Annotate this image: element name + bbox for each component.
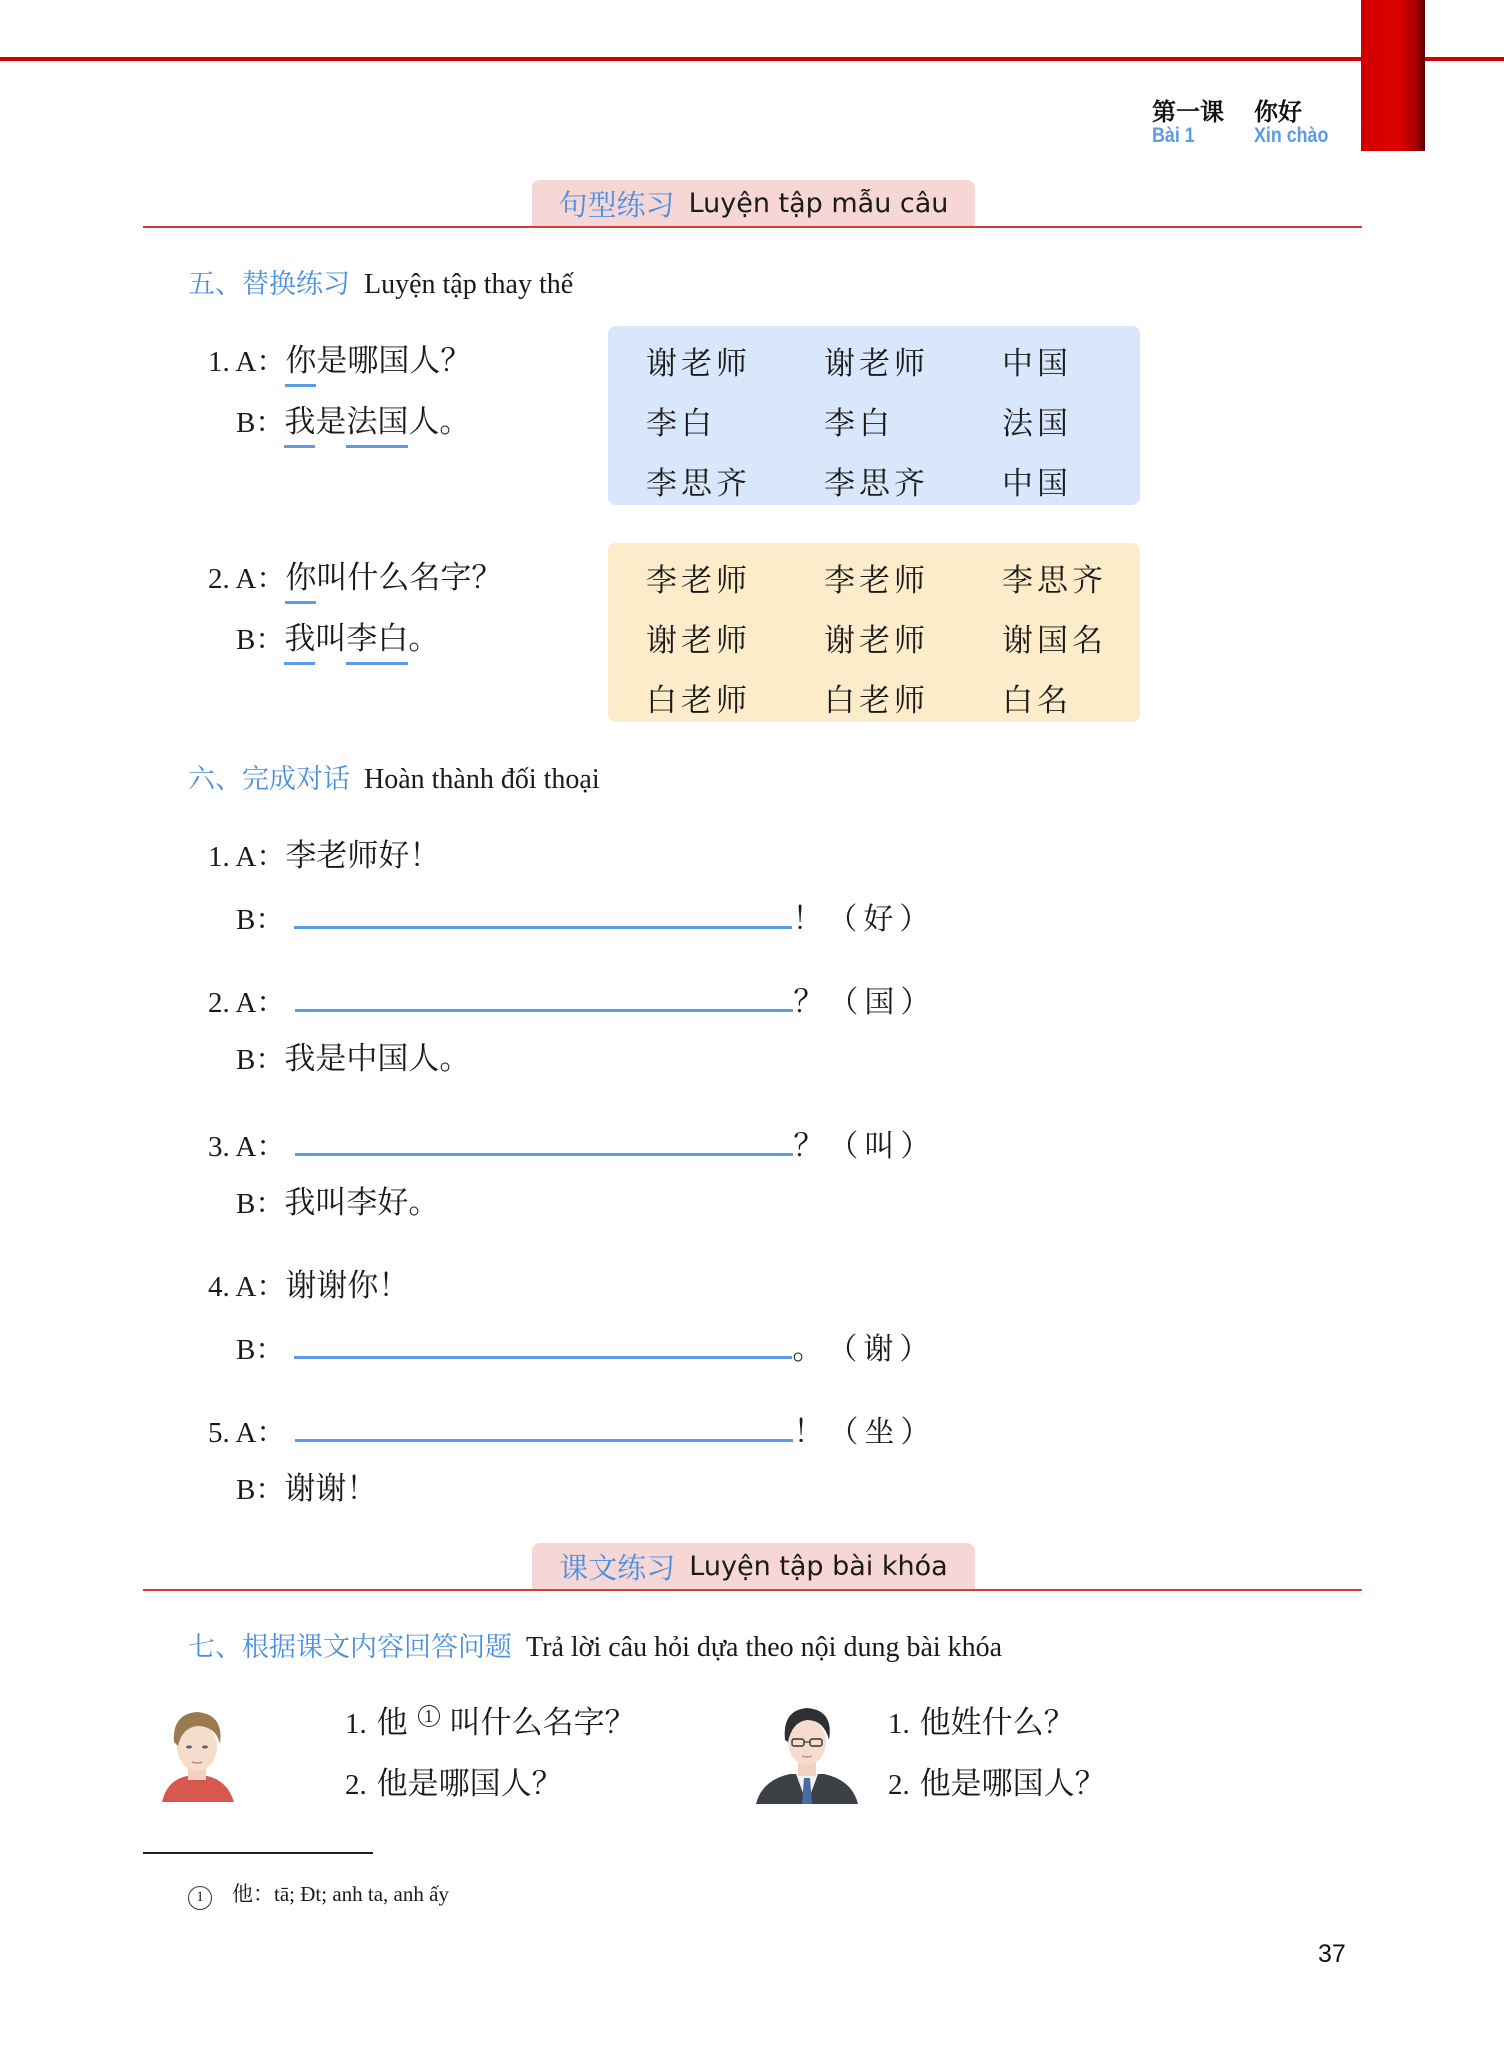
line-label: 4. A： xyxy=(208,1271,286,1303)
exercise-6-heading xyxy=(188,757,600,796)
exercise-5-heading xyxy=(188,262,573,301)
section-rule xyxy=(143,1589,1362,1591)
substitution-slot: 我 xyxy=(284,396,315,448)
portrait-icon xyxy=(152,1702,242,1802)
question-number: 1. xyxy=(888,1708,910,1740)
grid-cell: 谢老师 xyxy=(824,346,929,382)
grid-cell: 中国 xyxy=(1002,466,1072,502)
line-label: B： xyxy=(236,407,285,439)
answer-blank[interactable] xyxy=(294,1320,792,1359)
substitution-box-2 xyxy=(608,543,1140,722)
exercise-7-heading xyxy=(188,1625,1002,1664)
grid-cell: 法国 xyxy=(1002,406,1072,442)
grid-cell: 谢老师 xyxy=(824,623,929,659)
substitution-1-line-b xyxy=(236,396,470,448)
footnote-marker: 1 xyxy=(188,1886,212,1910)
answer-blank[interactable] xyxy=(294,890,792,929)
dialog-4-b xyxy=(236,1320,935,1368)
line-label: B： xyxy=(236,1334,285,1366)
substitution-2-line-b xyxy=(236,613,439,665)
substitution-slot: 你 xyxy=(285,335,316,387)
question-number: 2. xyxy=(345,1769,367,1801)
footnote-text: 他：tā; Đt; anh ta, anh ấy xyxy=(232,1882,449,1906)
dialog-3-a xyxy=(208,1117,936,1165)
grid-cell: 李思齐 xyxy=(824,466,929,502)
dialog-1-b xyxy=(236,890,935,938)
line-text: 李老师好！ xyxy=(285,838,441,874)
hint-word: （好） xyxy=(827,902,936,937)
footnote-marker[interactable]: 1 xyxy=(418,1705,440,1727)
footnote xyxy=(188,1878,449,1910)
grid-cell: 谢国名 xyxy=(1002,623,1107,659)
line-label: B： xyxy=(236,904,285,936)
page-number: 37 xyxy=(1318,1940,1346,1968)
line-text: 是哪国人？ xyxy=(316,343,472,379)
grid-cell: 白老师 xyxy=(824,683,929,719)
grid-cell: 白老师 xyxy=(646,683,751,719)
substitution-slot: 李白 xyxy=(346,613,408,665)
section-tab-cn: 课文练习 xyxy=(559,1550,676,1585)
line-label: 2. A： xyxy=(208,987,286,1019)
line-text: 我叫李好。 xyxy=(284,1185,440,1221)
question-text: 他 xyxy=(376,1705,408,1741)
grid-cell: 谢老师 xyxy=(646,623,751,659)
dialog-2-a xyxy=(208,973,936,1021)
answer-blank[interactable] xyxy=(295,1117,793,1156)
line-text: 叫 xyxy=(315,621,347,657)
line-label: 1. A： xyxy=(208,841,286,873)
question-text: 他是哪国人？ xyxy=(919,1766,1106,1802)
line-end-punct: ！ xyxy=(792,901,824,937)
section-rule xyxy=(143,226,1362,228)
lesson-number-vn: Bài 1 xyxy=(1152,124,1195,147)
line-label: 5. A： xyxy=(208,1417,286,1449)
exercise-7-heading-cn: 七、根据课文内容回答问题 xyxy=(188,1632,512,1663)
footnote-rule xyxy=(143,1852,373,1854)
dialog-3-b xyxy=(236,1177,439,1222)
section-tab-sentence-practice xyxy=(532,180,975,226)
question-number: 2. xyxy=(888,1769,910,1801)
substitution-1-line-a xyxy=(208,335,471,387)
question-right-2 xyxy=(888,1758,1106,1803)
line-label: B： xyxy=(236,624,285,656)
question-left-2 xyxy=(345,1758,563,1803)
lesson-title-cn: 你好 xyxy=(1254,98,1302,126)
avatar-glasses-man xyxy=(752,1700,862,1804)
question-text: 叫什么名字？ xyxy=(449,1705,636,1741)
question-left-1 xyxy=(345,1697,636,1742)
grid-cell: 白名 xyxy=(1002,683,1072,719)
dialog-5-a xyxy=(208,1403,936,1451)
question-text: 他姓什么？ xyxy=(919,1705,1075,1741)
line-text: 。 xyxy=(408,621,440,657)
question-text: 他是哪国人？ xyxy=(376,1766,563,1802)
line-end-punct: 。 xyxy=(792,1331,824,1367)
line-label: 3. A： xyxy=(208,1131,286,1163)
hint-word: （坐） xyxy=(828,1415,937,1450)
line-label: B： xyxy=(236,1044,285,1076)
answer-blank[interactable] xyxy=(295,1403,793,1442)
substitution-2-line-a xyxy=(208,552,502,604)
line-text: 人。 xyxy=(408,404,471,440)
exercise-7-heading-vn: Trả lời câu hỏi dựa theo nội dung bài khóa xyxy=(526,1632,1003,1663)
lesson-title-vn: Xin chào xyxy=(1254,124,1329,147)
exercise-5-heading-cn: 五、替换练习 xyxy=(188,269,350,300)
hint-word: （叫） xyxy=(828,1129,937,1164)
line-text: 我是中国人。 xyxy=(284,1041,471,1077)
line-text: 叫什么名字？ xyxy=(316,560,503,596)
line-end-punct: ？ xyxy=(793,1128,825,1164)
dialog-1-a xyxy=(208,830,440,875)
dialog-5-b xyxy=(236,1463,377,1508)
lesson-number-cn: 第一课 xyxy=(1152,98,1224,126)
dialog-2-b xyxy=(236,1033,470,1078)
grid-cell: 李思齐 xyxy=(1002,563,1107,599)
avatar-brown-hair-man xyxy=(152,1702,242,1802)
line-text: 是 xyxy=(315,404,347,440)
line-text: 谢谢你！ xyxy=(285,1268,410,1304)
top-red-rule xyxy=(0,57,1504,61)
exercise-6-heading-vn: Hoàn thành đối thoại xyxy=(364,764,600,795)
section-tab-text-practice xyxy=(532,1543,975,1589)
answer-blank[interactable] xyxy=(295,973,793,1012)
line-label: 1. A： xyxy=(208,346,286,378)
line-end-punct: ！ xyxy=(793,1414,825,1450)
line-end-punct: ？ xyxy=(793,984,825,1020)
substitution-slot: 你 xyxy=(285,552,316,604)
line-text: 谢谢！ xyxy=(284,1471,378,1507)
grid-cell: 李白 xyxy=(646,406,716,442)
exercise-6-heading-cn: 六、完成对话 xyxy=(188,764,350,795)
grid-cell: 中国 xyxy=(1002,346,1072,382)
dialog-4-a xyxy=(208,1260,409,1305)
hint-word: （国） xyxy=(828,985,937,1020)
section-tab-cn: 句型练习 xyxy=(558,187,675,222)
hint-word: （谢） xyxy=(827,1332,936,1367)
question-right-1 xyxy=(888,1697,1075,1742)
line-label: 2. A： xyxy=(208,563,286,595)
grid-cell: 李思齐 xyxy=(646,466,751,502)
substitution-slot: 我 xyxy=(284,613,315,665)
exercise-5-heading-vn: Luyện tập thay thế xyxy=(364,269,574,300)
grid-cell: 李白 xyxy=(824,406,894,442)
grid-cell: 李老师 xyxy=(824,563,929,599)
chapter-red-tab xyxy=(1361,0,1425,151)
line-label: B： xyxy=(236,1474,285,1506)
portrait-icon xyxy=(752,1700,862,1804)
substitution-slot: 法国 xyxy=(346,396,408,448)
line-label: B： xyxy=(236,1188,285,1220)
substitution-box-1 xyxy=(608,326,1140,505)
grid-cell: 谢老师 xyxy=(646,346,751,382)
question-number: 1. xyxy=(345,1708,367,1740)
section-tab-vn: Luyện tập mẫu câu xyxy=(688,187,949,219)
section-tab-vn: Luyện tập bài khóa xyxy=(689,1550,948,1582)
grid-cell: 李老师 xyxy=(646,563,751,599)
